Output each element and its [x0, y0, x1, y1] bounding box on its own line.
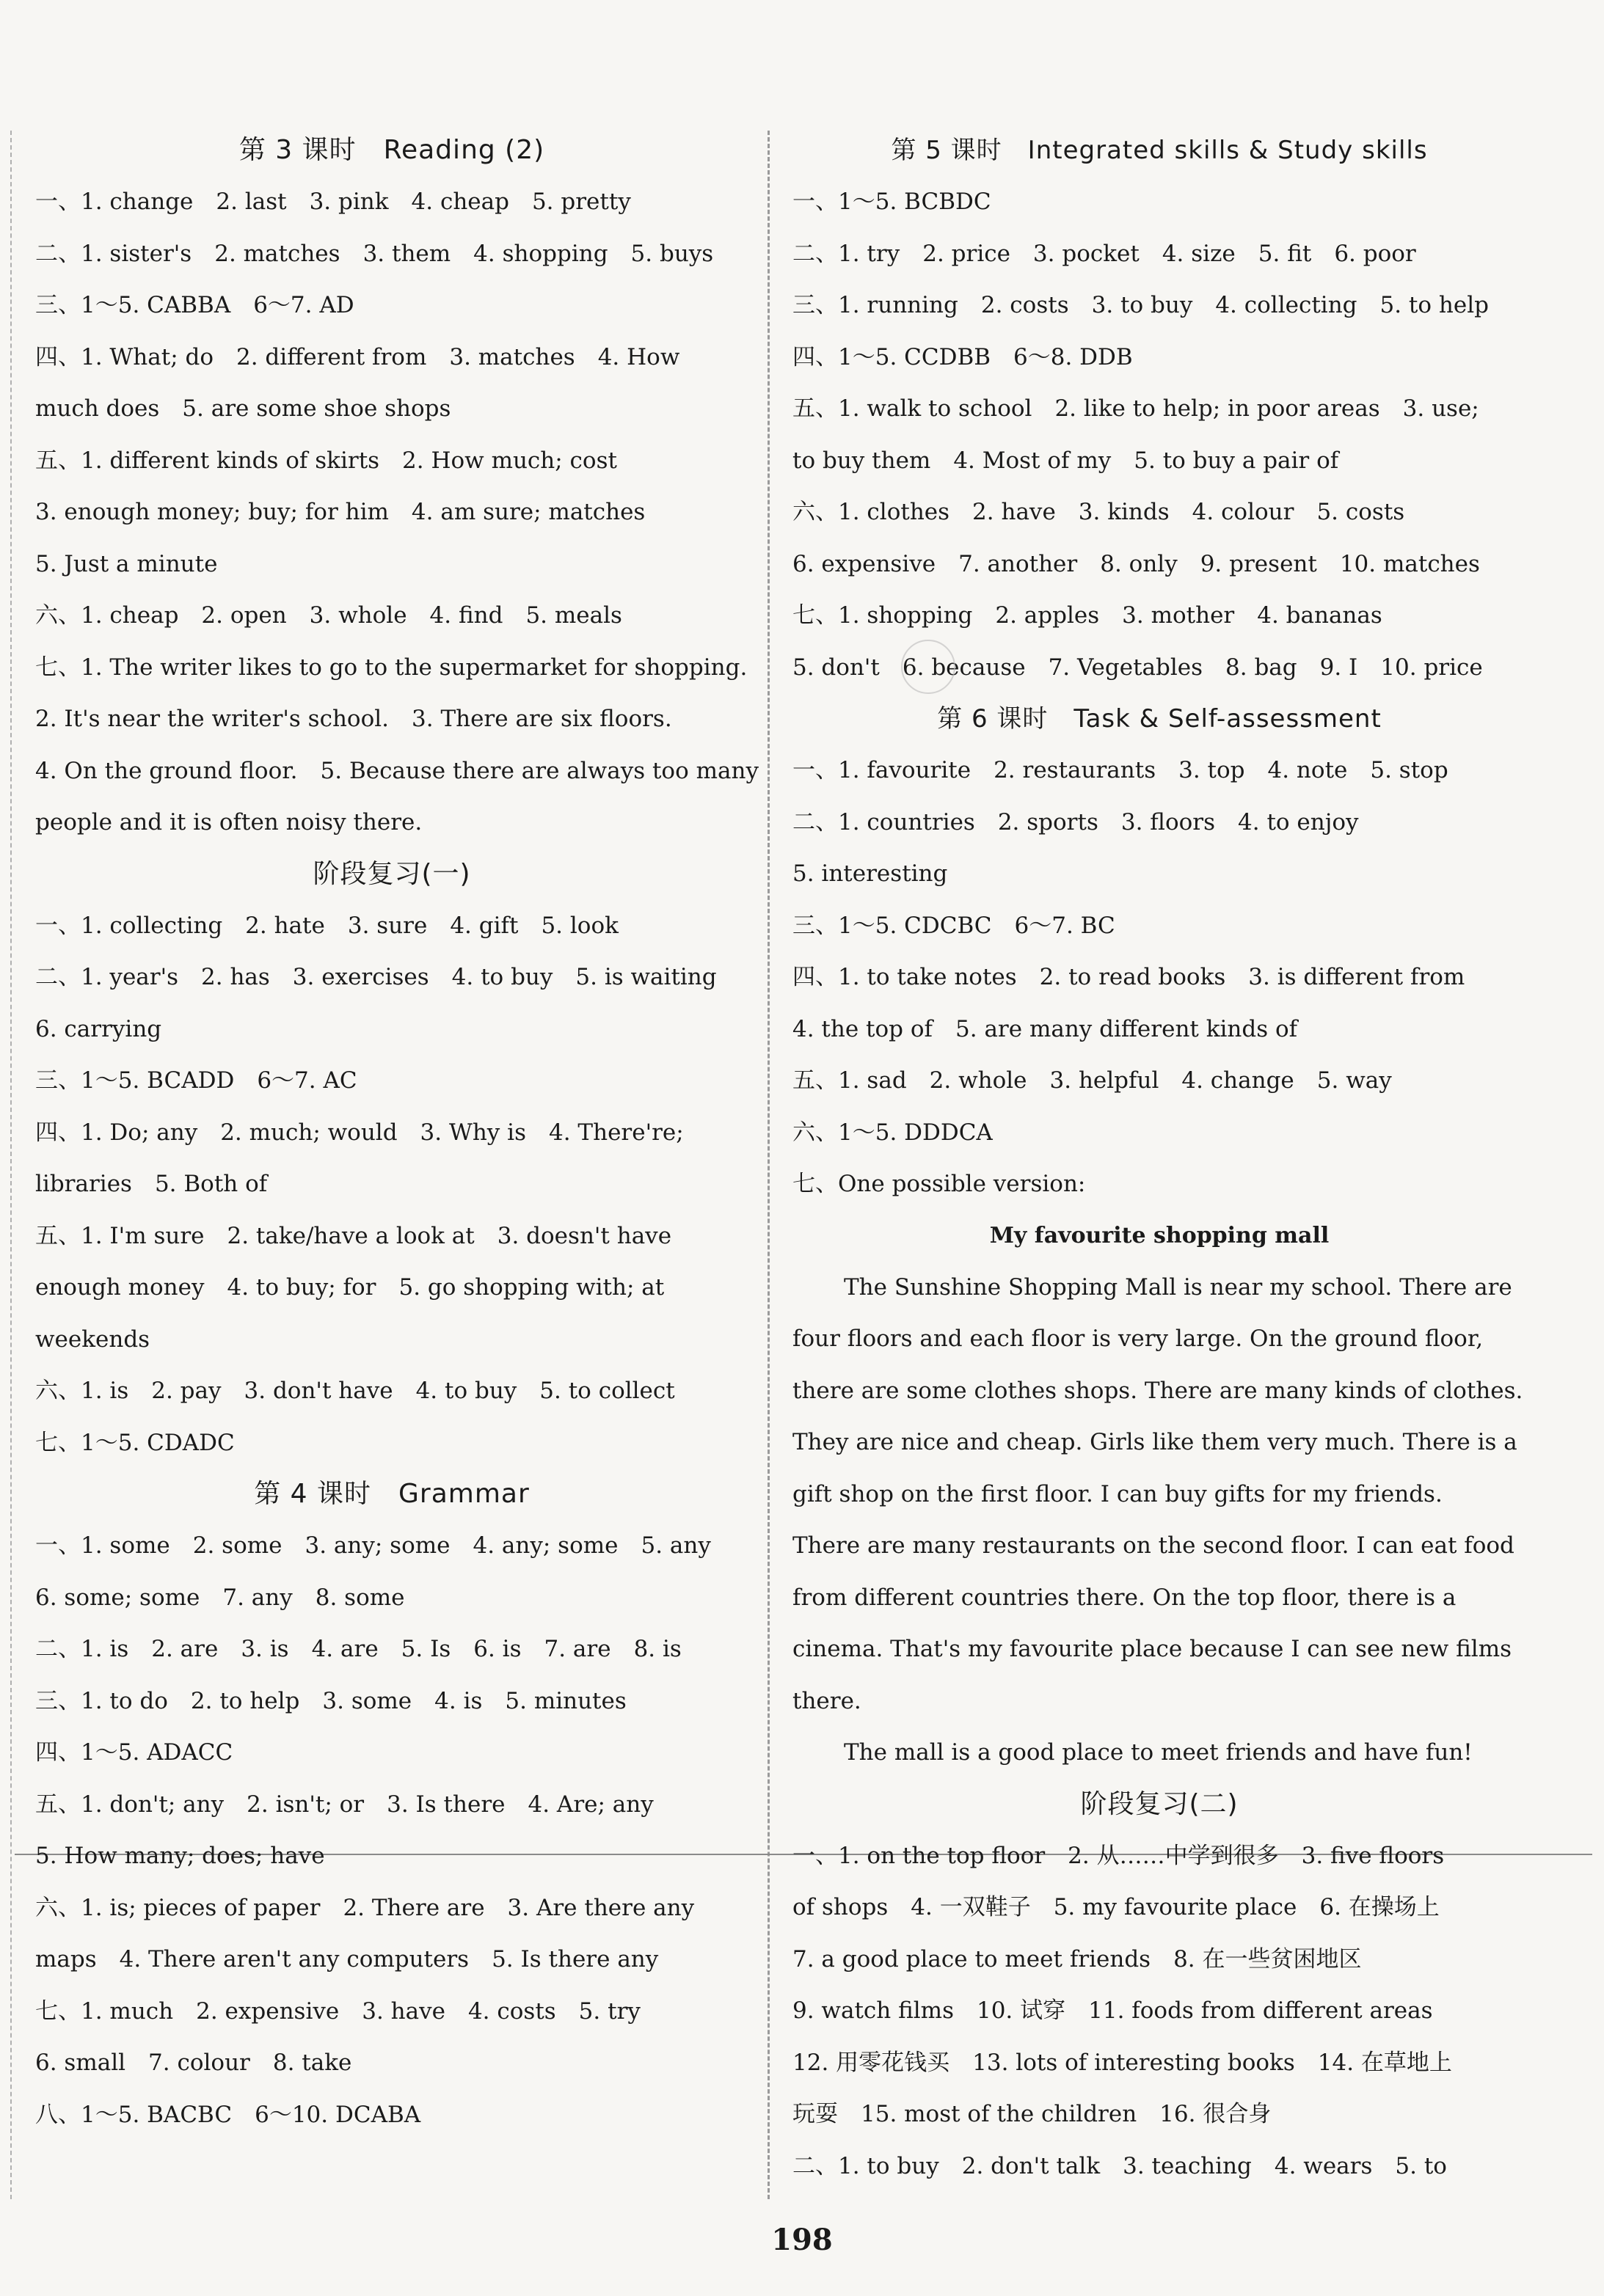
answer-line: 五、1. don't; any 2. isn't; or 3. Is there 4. Are; any [35, 1791, 654, 1818]
answer-line: 三、1～5. BCADD 6～7. AC [35, 1067, 357, 1094]
section-heading: 第 4 课时 Grammar [254, 1479, 530, 1509]
answer-line: 五、1. different kinds of skirts 2. How much; cost [35, 447, 617, 474]
answer-line: 七、1～5. CDADC [35, 1429, 235, 1456]
answer-line: 三、1～5. CABBA 6～7. AD [35, 292, 354, 318]
answer-line: 3. enough money; buy; for him 4. am sure; matches [35, 499, 646, 525]
section-heading: 阶段复习(一) [313, 858, 471, 889]
answer-line: 七、One possible version: [792, 1171, 1086, 1197]
answer-line: 六、1～5. DDDCA [792, 1119, 993, 1146]
answer-line: 八、1～5. BACBC 6～10. DCABA [35, 2101, 421, 2128]
section-heading: 第 3 课时 Reading (2) [238, 135, 545, 165]
answer-line: 二、1. is 2. are 3. is 4. are 5. Is 6. is 7. are 8. is [35, 1636, 682, 1662]
answer-line: 5. Just a minute [35, 550, 218, 577]
answer-line: people and it is often noisy there. [35, 809, 423, 836]
answer-line: 一、1. on the top floor 2. 从……中学到很多 3. five floors [792, 1842, 1445, 1869]
essay-line: gift shop on the first floor. I can buy gifts for my friends. [792, 1480, 1443, 1507]
answer-line: 2. It's near the writer's school. 3. There are six floors. [35, 706, 672, 732]
answer-line: 七、1. shopping 2. apples 3. mother 4. bananas [792, 602, 1382, 629]
answer-line: 三、1. running 2. costs 3. to buy 4. collecting 5. to help [792, 292, 1489, 318]
answer-line: 六、1. cheap 2. open 3. whole 4. find 5. meals [35, 602, 622, 629]
answer-line: 一、1～5. BCBDC [792, 189, 991, 215]
answer-line: 5. don't 6. because 7. Vegetables 8. bag 9. I 10. price [792, 654, 1483, 681]
answer-line: 12. 用零花钱买 13. lots of interesting books 14. 在草地上 [792, 2049, 1452, 2076]
answer-line: maps 4. There aren't any computers 5. Is there any [35, 1946, 659, 1973]
answer-line: weekends [35, 1326, 150, 1353]
answer-line: of shops 4. 一双鞋子 5. my favourite place 6. 在操场上 [792, 1894, 1440, 1920]
answer-line: libraries 5. Both of [35, 1171, 268, 1197]
answer-line: 四、1～5. CCDBB 6～8. DDB [792, 343, 1133, 370]
answer-line: 5. How many; does; have [35, 1843, 325, 1869]
answer-line: 4. the top of 5. are many different kinds of [792, 1015, 1298, 1042]
watermark-stamp-icon [901, 640, 955, 694]
page-number: 198 [771, 2223, 833, 2257]
right-column [792, 125, 1526, 2192]
answer-line: 二、1. countries 2. sports 3. floors 4. to enjoy [792, 808, 1359, 836]
answer-line: 六、1. is; pieces of paper 2. There are 3. Are there any [35, 1894, 695, 1921]
answer-line: 四、1. to take notes 2. to read books 3. is different from [792, 964, 1465, 990]
essay-title: My favourite shopping mall [989, 1222, 1330, 1248]
answer-line: 6. some; some 7. any 8. some [35, 1584, 405, 1611]
answer-line: 4. On the ground floor. 5. Because there are always too many [35, 757, 759, 784]
answer-line: to buy them 4. Most of my 5. to buy a pair of [792, 447, 1339, 474]
section-heading: 阶段复习(二) [1080, 1788, 1239, 1819]
answer-line: 二、1. year's 2. has 3. exercises 4. to buy 5. is waiting [35, 964, 717, 990]
essay-line: there. [792, 1687, 861, 1714]
answer-line: 6. small 7. colour 8. take [35, 2050, 352, 2076]
answer-line: much does 5. are some shoe shops [35, 395, 451, 422]
answer-line: 玩耍 15. most of the children 16. 很合身 [792, 2101, 1272, 2127]
answer-line: 七、1. much 2. expensive 3. have 4. costs 5. try [35, 1997, 641, 2025]
answer-line: 一、1. favourite 2. restaurants 3. top 4. note 5. stop [792, 757, 1448, 783]
answer-line: 一、1. some 2. some 3. any; some 4. any; some 5. any [35, 1532, 711, 1559]
essay-line: from different countries there. On the top floor, there is a [792, 1584, 1457, 1611]
essay-line: cinema. That's my favourite place because I can see new films [792, 1636, 1512, 1662]
answer-line: 四、1～5. ADACC [35, 1739, 233, 1766]
answer-line: 6. carrying [35, 1015, 162, 1042]
answer-line: 四、1. What; do 2. different from 3. matches 4. How [35, 343, 680, 370]
essay-line: They are nice and cheap. Girls like them very much. There is a [792, 1429, 1517, 1455]
answer-line: 四、1. Do; any 2. much; would 3. Why is 4. There're; [35, 1119, 684, 1146]
answer-line: 一、1. collecting 2. hate 3. sure 4. gift 5. look [35, 912, 619, 939]
answer-line: 六、1. is 2. pay 3. don't have 4. to buy 5. to collect [35, 1378, 675, 1404]
answer-line: 三、1. to do 2. to help 3. some 4. is 5. minutes [35, 1687, 627, 1714]
answer-line: 五、1. walk to school 2. like to help; in poor areas 3. use; [792, 395, 1479, 422]
left-margin-line [10, 131, 12, 2199]
answer-line: 七、1. The writer likes to go to the supermarket for shopping. [35, 654, 748, 681]
answer-line: 一、1. change 2. last 3. pink 4. cheap 5. pretty [35, 189, 631, 215]
answer-line: 三、1～5. CDCBC 6～7. BC [792, 912, 1115, 939]
answer-line: 五、1. I'm sure 2. take/have a look at 3. doesn't have [35, 1222, 672, 1249]
essay-line: there are some clothes shops. There are many kinds of clothes. [792, 1377, 1523, 1404]
section-heading: 第 6 课时 Task & Self-assessment [937, 704, 1382, 734]
section-heading: 第 5 课时 Integrated skills & Study skills [891, 136, 1428, 165]
answer-line: 二、1. sister's 2. matches 3. them 4. shopping 5. buys [35, 240, 714, 267]
answer-line: 二、1. to buy 2. don't talk 3. teaching 4. wears 5. to [792, 2152, 1447, 2179]
answer-line: 六、1. clothes 2. have 3. kinds 4. colour 5. costs [792, 499, 1405, 525]
left-column [35, 125, 759, 2140]
answer-line: enough money 4. to buy; for 5. go shopping with; at [35, 1274, 665, 1301]
answer-line: 5. interesting [792, 860, 948, 887]
essay-line: four floors and each floor is very large. On the ground floor, [792, 1326, 1484, 1352]
answer-line: 7. a good place to meet friends 8. 在一些贫困地区 [792, 1945, 1362, 1973]
answer-line: 二、1. try 2. price 3. pocket 4. size 5. fit 6. poor [792, 240, 1416, 267]
column-divider [768, 131, 770, 2199]
essay-line: There are many restaurants on the second floor. I can eat food [792, 1532, 1514, 1559]
essay-line: The mall is a good place to meet friends and have fun! [844, 1739, 1473, 1766]
essay-line: The Sunshine Shopping Mall is near my school. There are [844, 1273, 1512, 1301]
answer-line: 6. expensive 7. another 8. only 9. present 10. matches [792, 550, 1480, 577]
answer-line: 9. watch films 10. 试穿 11. foods from different areas [792, 1997, 1433, 2024]
answer-line: 五、1. sad 2. whole 3. helpful 4. change 5. way [792, 1067, 1392, 1094]
